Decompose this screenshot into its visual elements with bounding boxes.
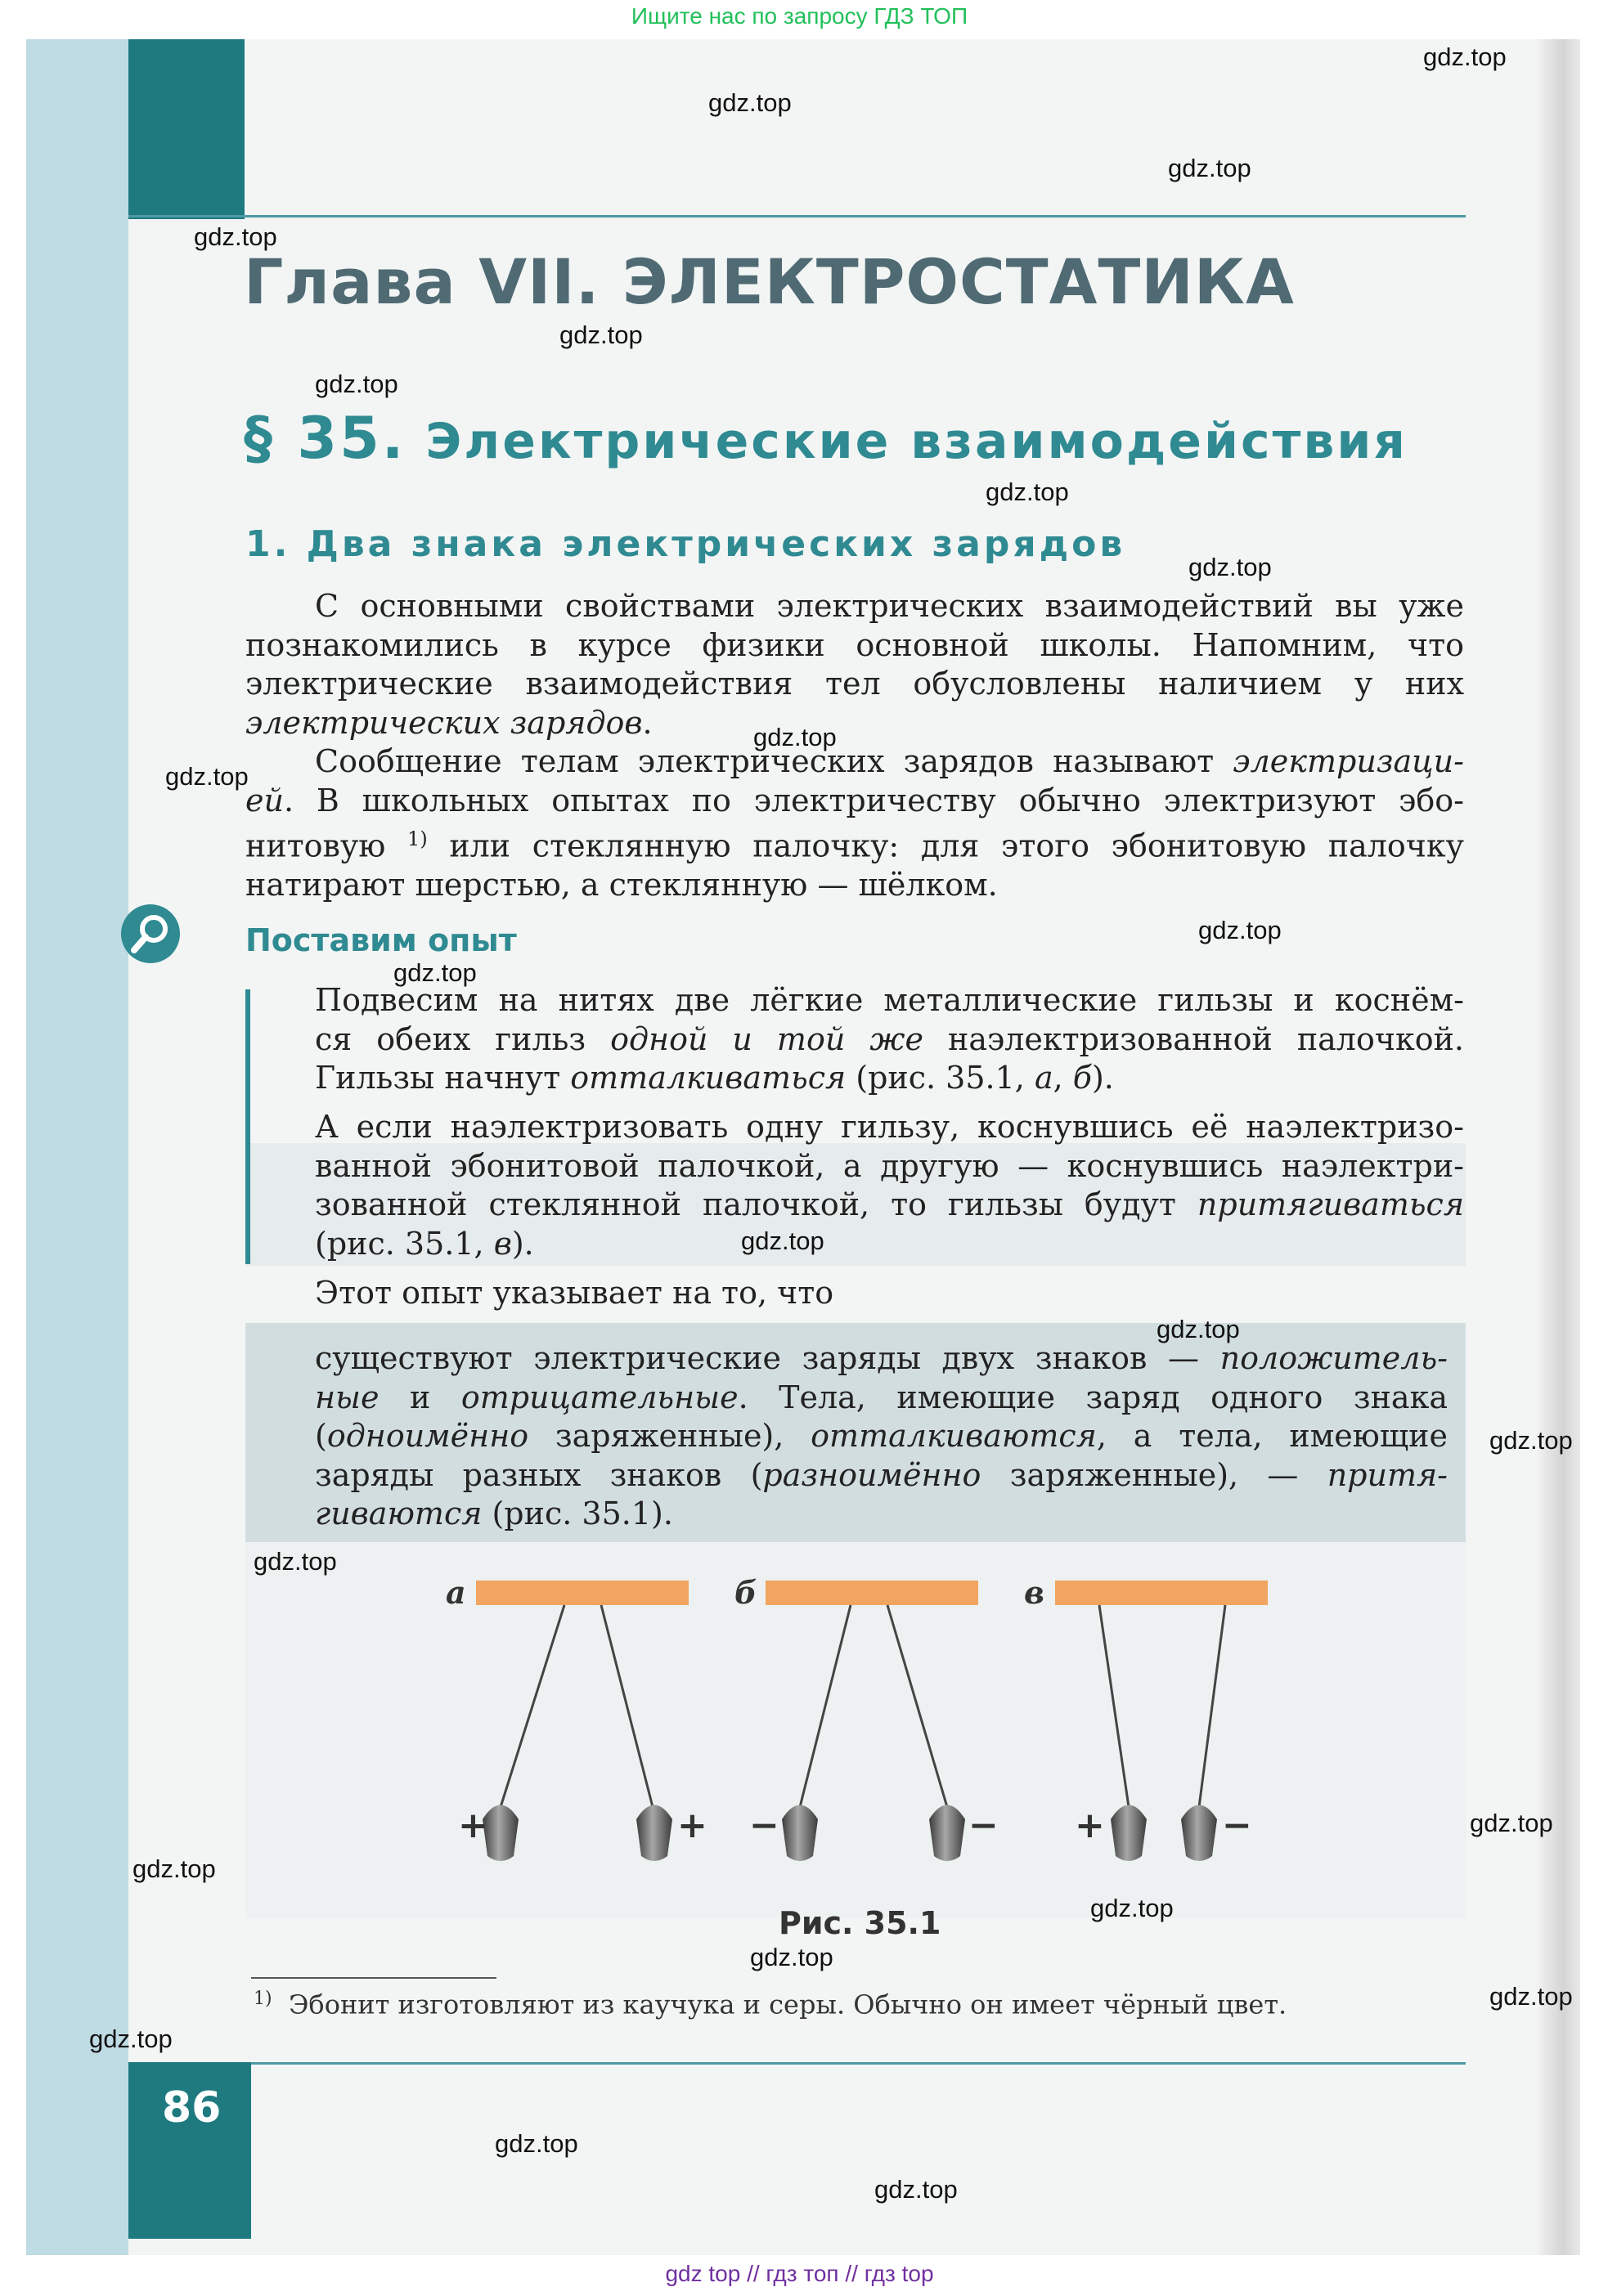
watermark: gdz.top	[559, 321, 643, 349]
text-line: Сообщение телам электрических зарядов называют электризаци-	[315, 743, 1464, 779]
text-line: ей. В школьных опытах по электричеству обычно электризуют эбо-	[245, 782, 1464, 818]
charge-sign: +	[458, 1805, 488, 1846]
footnote-text: Эбонит изготовляют из каучука и серы. Обычно он имеет чёрный цвет.	[288, 1989, 1287, 2020]
charge-sign: +	[1075, 1805, 1105, 1846]
text-line: электрических зарядов.	[245, 704, 653, 741]
watermark: gdz.top	[1090, 1894, 1174, 1922]
section-number: § 35.	[244, 405, 406, 472]
page-number: 86	[162, 2083, 222, 2132]
suspension-bar	[476, 1581, 689, 1605]
metal-sleeve	[1111, 1805, 1147, 1862]
text-line: натирают шерстью, а стеклянную — шёлком.	[245, 867, 998, 904]
thread	[800, 1605, 851, 1807]
metal-sleeve	[1181, 1805, 1217, 1862]
text-line: ся обеих гильз одной и той же наэлектризованной палочкой.	[315, 1020, 1464, 1057]
metal-sleeve	[929, 1805, 965, 1862]
watermark: gdz.top	[1423, 43, 1507, 71]
text-line: зованной стеклянной палочкой, то гильзы будут притягиваться	[315, 1186, 1464, 1222]
watermark: gdz.top	[89, 2025, 173, 2053]
watermark: gdz.top	[1168, 154, 1251, 182]
text-line: Гильзы начнут отталкиваться (рис. 35.1, а, б).	[315, 1060, 1114, 1096]
top-banner[interactable]: Ищите нас по запросу ГДЗ ТОП	[631, 3, 968, 29]
watermark: gdz.top	[1489, 1426, 1573, 1455]
subsection-heading: 1. Два знака электрических зарядов	[245, 523, 1126, 565]
watermark: gdz.top	[1470, 1809, 1553, 1837]
footnote-ref: 1)	[407, 827, 428, 850]
figure-letter-v: в	[1024, 1574, 1044, 1611]
text-line: существуют электрические заряды двух знаков — положитель-	[315, 1340, 1448, 1376]
text-line: познакомились в курсе физики основной школы. Напомним, что	[245, 626, 1464, 663]
text-line: (рис. 35.1, в).	[315, 1225, 534, 1262]
experiment-heading: Поставим опыт	[245, 922, 517, 958]
text-line: заряды разных знаков (разноимённо заряженные), — притя-	[315, 1456, 1448, 1493]
thread	[1199, 1605, 1225, 1807]
bottom-banner[interactable]: gdz top // гдз топ // гдз top	[665, 2261, 934, 2286]
watermark: gdz.top	[741, 1226, 824, 1255]
watermark: gdz.top	[986, 478, 1069, 506]
metal-sleeve	[782, 1805, 818, 1862]
text-line: Этот опыт указывает на то, что	[315, 1275, 834, 1311]
watermark: gdz.top	[165, 762, 249, 791]
watermark: gdz.top	[393, 958, 477, 987]
footnote-rule	[251, 1977, 496, 1979]
text-line: С основными свойствами электрических взаимодействий вы уже	[315, 588, 1464, 624]
watermark: gdz.top	[874, 2175, 958, 2204]
text-line: ные и отрицательные. Тела, имеющие заряд одного знака	[315, 1379, 1448, 1415]
text-line: ванной эбонитовой палочкой, а другую — коснувшись наэлектри-	[315, 1147, 1464, 1184]
text-line: гиваются (рис. 35.1).	[315, 1496, 673, 1531]
watermark: gdz.top	[1489, 1982, 1573, 2011]
text-line: (одноимённо заряженные), отталкиваются, а тела, имеющие	[315, 1418, 1448, 1454]
watermark: gdz.top	[495, 2129, 578, 2158]
suspension-bar	[1055, 1581, 1268, 1605]
metal-sleeve	[636, 1805, 672, 1862]
thread	[887, 1605, 947, 1807]
text-line: А если наэлектризовать одну гильзу, коснувшись её наэлектризо-	[315, 1109, 1464, 1145]
watermark: gdz.top	[1157, 1315, 1240, 1343]
watermark: gdz.top	[1188, 553, 1272, 581]
watermark: gdz.top	[1198, 916, 1282, 944]
thread	[501, 1605, 564, 1807]
text-line: нитовую $^{1)}$ или стеклянную палочку: для этого эбонитовую палочку	[245, 827, 1464, 864]
watermark: gdz.top	[750, 1943, 833, 1971]
charge-sign: −	[968, 1805, 999, 1846]
text-line: электрические взаимодействия тел обусловлены наличием у них	[245, 666, 1464, 702]
footnote-mark: 1)	[254, 1989, 272, 2009]
thread	[1099, 1605, 1129, 1807]
figure-caption: Рис. 35.1	[779, 1905, 941, 1941]
section-title: Электрические взаимодействия	[425, 413, 1408, 470]
suspension-bar	[766, 1581, 978, 1605]
charge-sign: −	[749, 1805, 779, 1846]
charge-sign: −	[1222, 1805, 1252, 1846]
watermark: gdz.top	[753, 723, 837, 751]
text-line: Подвесим на нитях две лёгкие металлические гильзы и коснём-	[315, 982, 1464, 1018]
watermark: gdz.top	[194, 222, 277, 251]
watermark: gdz.top	[315, 370, 398, 398]
watermark: gdz.top	[133, 1854, 216, 1883]
watermark: gdz.top	[254, 1547, 337, 1576]
footnote	[254, 1989, 1287, 2020]
thread	[601, 1605, 653, 1807]
charge-sign: +	[677, 1805, 707, 1846]
watermark: gdz.top	[708, 88, 792, 117]
figure-letter-a: а	[446, 1574, 466, 1611]
figure-letter-b: б	[734, 1574, 757, 1611]
chapter-title: Глава VII. ЭЛЕКТРОСТАТИКА	[244, 245, 1295, 318]
